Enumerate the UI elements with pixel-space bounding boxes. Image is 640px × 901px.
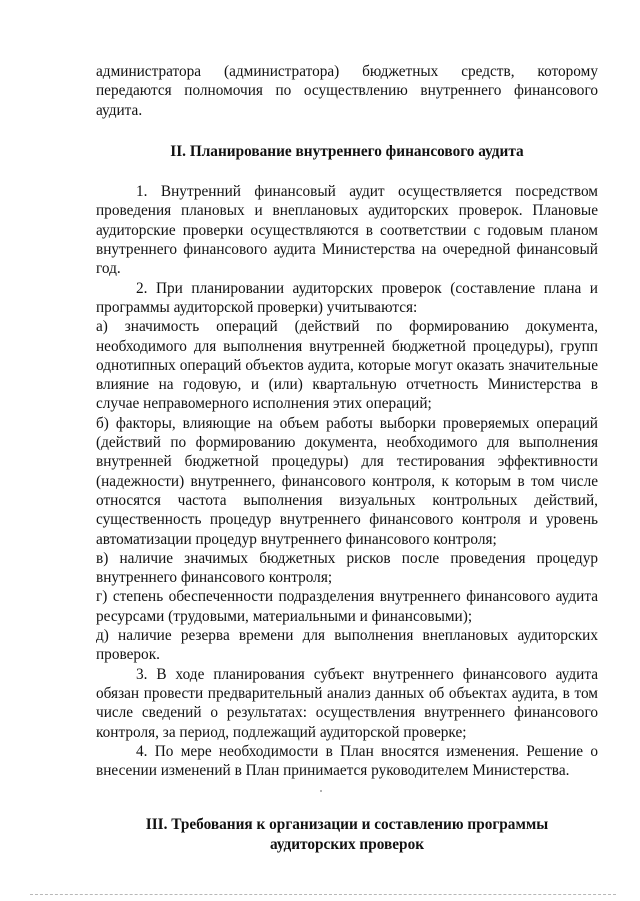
list-item-g: г) степень обеспеченности подразделения внутреннего финансового аудита ресурсами (трудовыми, материальными и финансовыми); [96,588,598,625]
list-item-v: в) наличие значимых бюджетных рисков после проведения процедур внутреннего финансового контроля; [96,549,598,587]
paragraph-2: 2. При планировании аудиторских проверок (составление плана и программы аудиторской проверки) учитываются: [96,279,598,316]
intro-paragraph: администратора (администратора) бюджетных средств, которому передаются полномочия по осуществлению внутреннего финансового аудита. [96,63,598,119]
page-bottom-edge [30,894,616,895]
scan-speck [320,790,322,792]
section-2-heading: II. Планирование внутреннего финансового аудита [170,142,524,160]
paragraph-1: 1. Внутренний финансовый аудит осуществляется посредством проведения плановых и внеплановых аудиторских проверок. Плановые аудиторские проверки осуществляются в соответствии с годовым планом внутреннего финансового аудита Министерства на очередной финансовый год. [96,183,598,278]
list-item-d: д) наличие резерва времени для выполнения внеплановых аудиторских проверок. [96,627,598,664]
section-3-heading-line-1: III. Требования к организации и составлению программы [145,816,549,834]
paragraph-3: 3. В ходе планирования субъект внутреннего финансового аудита обязан провести предварительный анализ данных об объектах аудита, в том числе сведений о результатах: осуществления внутреннего финансового контроля, за период, подлежащий аудиторской проверке; [96,665,598,741]
section-3-heading-line-2: аудиторских проверок [269,835,425,853]
list-item-b: б) факторы, влияющие на объем работы выборки проверяемых операций (действий по формированию документа, необходимого для выполнения внутренней бюджетной процедуры) для тестирования эффективности (надежности) внутреннего, финансового контроля, к которым в том числе относятся частота выполнения визуальных контрольных действий, существенность процедур внутреннего финансового контроля и уровень автоматизации процедур внутреннего финансового контроля; [96,414,598,548]
paragraph-4: 4. По мере необходимости в План вносятся изменения. Решение о внесении изменений в План принимается руководителем Министерства. [96,742,598,780]
list-item-a: а) значимость операций (действий по формированию документа, необходимого для выполнения внутренней бюджетной процедуры), групп однотипных операций объектов аудита, которые могут оказать значительные влияние на годовую, и (или) квартальную отчетность Министерства в случае неправомерного исполнения этих операций; [96,318,598,413]
document-page [96,62,598,854]
